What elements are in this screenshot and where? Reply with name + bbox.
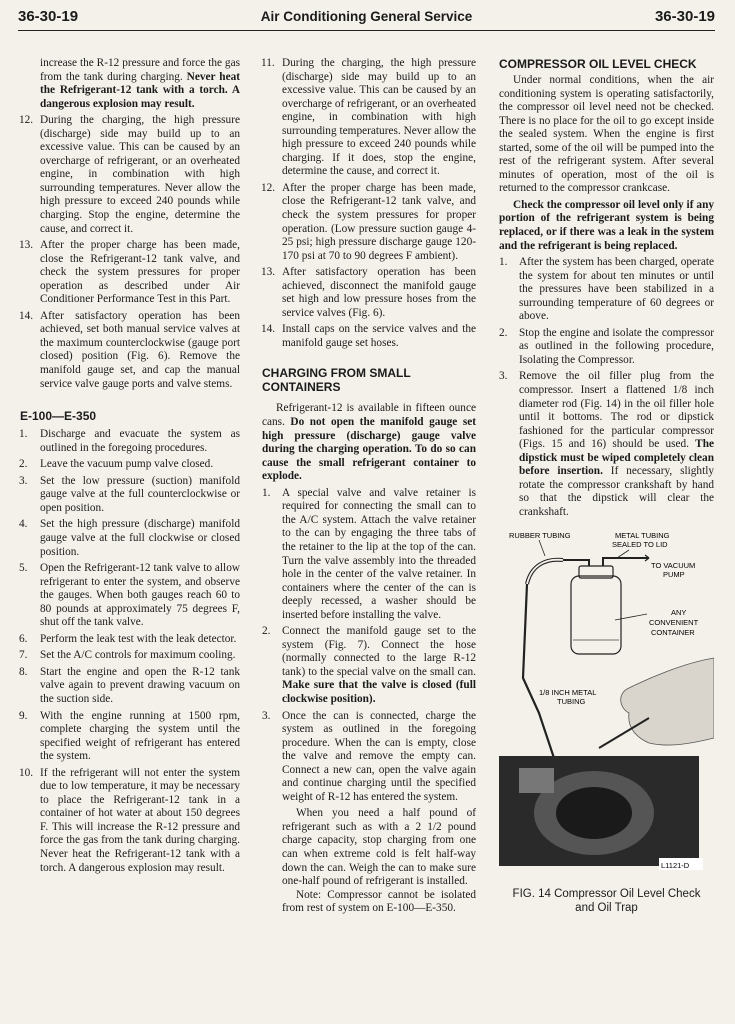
page-title: Air Conditioning General Service [260,9,473,24]
item-text: During the charging, the high pressure (discharge) side may build up to an excessive value. This can be caused by an overcharge of refrigerant, or an overheated engine, in combination with high surrounding temperatures. Never allow the high pressure to exceed 240 pounds while charging. If it does, stop the engine, determine the cause, and correct it. [282,57,476,178]
item-text: Stop the engine and isolate the compressor as outlined in the following procedure, Isolating the Compressor. [519,326,714,366]
label-any: ANY [671,607,687,617]
label-convenient: CONVENIENT [649,617,699,627]
item-text: Discharge and evacuate the system as outlined in the foregoing procedures. [40,428,240,454]
label-rod-tubing: TUBING [557,696,586,706]
list-item [262,57,476,179]
leader-line-container [615,614,647,620]
item-number: 3. [19,474,28,487]
list-item [499,327,714,368]
item-text: If the refrigerant will not enter the system due to low temperature, it may be necessary to place the Refrigerant-12 tank in a container of hot water at about 150 degrees F. This will increase the R-12 pressure and force the gas from the tank during charging. Never heat the Refrigerant-12 tank with a torch. A dangerous explosion may result. [40,766,240,874]
item-number: 2. [499,326,508,339]
leader-line-rubber [539,540,545,556]
list-item [20,475,240,516]
column-middle [262,57,476,916]
item-number: 13. [19,239,34,252]
oil-check-steps [499,256,714,519]
section-heading-e100: E-100—E-350 [20,409,97,424]
label-metal-tubing: METAL TUBING [615,530,670,540]
list-item [20,428,240,455]
item-text: Leave the vacuum pump valve closed. [40,458,214,471]
item-text: With the engine running at 1500 rpm, complete charging the system until the specified weight of refrigerant has entered the system. [40,709,240,763]
compressor-fitting [519,768,554,793]
continued-text: increase the R-12 pressure and force the gas from the tank during charging. [40,57,240,83]
label-rod: 1/8 INCH METAL [539,687,597,697]
list-item [262,625,476,706]
item-text: Connect the manifold gauge set to the system (Fig. 7). Connect the hose (normally connected to the large R-12 tank) to the special valve on the small can. [282,625,476,678]
caption-line-2: and Oil Trap [575,901,638,914]
item-number: 2. [262,625,271,638]
page-number-right: 36-30-19 [654,8,715,25]
list-item [20,666,240,707]
isolation-note: Note: Compressor cannot be isolated from rest of system on E-100—E-350. [282,888,476,915]
list-item [20,562,240,630]
list-item [262,487,476,622]
list-item [262,182,476,263]
list-item [262,710,476,805]
item-text: Set the high pressure (discharge) manifold gauge valve at the full clockwise or closed position. [40,518,240,558]
small-containers-intro [262,402,476,483]
item-number: 12. [261,181,276,194]
caption-line-1: FIG. 14 Compressor Oil Level Check [512,887,701,900]
warning-text: Never heat the Refrigerant-12 tank with a torch. A dangerous explosion may result. [40,70,240,110]
page-number-left: 36-30-19 [18,8,79,25]
item-text: Set the A/C controls for maximum cooling. [40,649,236,662]
item-number: 13. [261,266,276,279]
page-header [18,8,715,31]
charging-steps-list [262,57,476,350]
list-item [20,114,240,236]
item-number: 6. [19,632,28,645]
figure-caption [499,887,714,915]
list-item [20,458,240,472]
item-number: 9. [19,709,28,722]
half-pound-paragraph: When you need a half pound of refrigerant such as with a 2 1/2 pound charge capacity, stop charging from one can when extreme cold is felt half-way down the can. Weigh the can to make sure one-half pound of refrigerant is installed. [282,807,476,888]
item-number: 3. [499,370,508,383]
item-number: 8. [19,665,28,678]
warning-text: Do not open the manifold gauge set high pressure (discharge) gauge valve during the charging operation. To do so can cause the small refrigerant container to explode. [262,416,476,483]
outlet-tube [603,558,649,566]
item-number: 4. [19,518,28,531]
item-number: 14. [261,323,276,336]
item-text: Remove the oil filler plug from the compressor. Insert a flattened 1/8 inch diameter rod (Fig. 14) in the oil filler hole until it bottoms. The rod or dipstick fashioned for the particular compressor (Figs. 15 and 16) should be used. [519,370,714,451]
item-text: After satisfactory operation has been achieved, disconnect the manifold gauge set high and low pressure hoses from the service valves (Fig. 6). [282,266,476,319]
warning-text: Check the compressor oil level only if any portion of the refrigerant system is being replaced, or if there was a leak in the system and the refrigerant is being replaced. [499,198,714,252]
item-text: After satisfactory operation has been achieved, set both manual service valves at the maximum counterclockwise (gauge port closed) position (Fig. 6). Remove the manifold gauge set, and cap the manual service valve gauge ports and valve stems. [40,309,240,390]
warning-text: The dipstick must be wiped completely clean before insertion. [519,438,714,478]
continued-paragraph [20,57,240,111]
list-item [499,370,714,519]
item-number: 14. [19,309,34,322]
item-number: 5. [19,562,28,575]
item-number: 7. [19,649,28,662]
list-item [20,767,240,875]
item-text: After the proper charge has been made, close the Refrigerant-12 tank valve, and check the system pressures for proper operation as described under Air Conditioner Performance Test in this Part. [40,239,240,306]
item-text: Start the engine and open the R-12 tank valve again to prevent drawing vacuum on the suction side. [40,665,240,705]
item-text: After the proper charge has been made, close the Refrigerant-12 tank valve, and check the system pressures for proper operation. (Low pressure suction gauge 4-25 psi; high pressure discharge gauge 120-170 psi at 70 to 90 degrees F ambient). [282,181,476,262]
item-text: A special valve and valve retainer is required for connecting the small can to the A/C system. Attach the valve retainer to the can by engaging the three tabs of the retainer to the lip at the top of the can. Turn the valve assembly into the threaded hole in the center of the valve retainer. In containers where the center of the can is deeply recessed, a washer should be inserted before installing the valve. [282,486,476,621]
item-number: 11. [261,57,275,69]
label-to-vacuum: TO VACUUM [651,560,696,570]
list-item [20,310,240,391]
label-pump: PUMP [663,569,685,579]
item-number: 3. [262,709,271,722]
column-right [499,57,714,915]
item-number: 1. [499,256,508,269]
column-left [20,57,240,878]
label-rubber-tubing: RUBBER TUBING [509,530,571,540]
compressor-bore [556,787,632,839]
item-text: Perform the leak test with the leak detector. [40,632,237,645]
section-heading-oil-level: COMPRESSOR OIL LEVEL CHECK [499,57,697,71]
figure-14 [499,528,714,883]
leader-line-metal [617,550,629,558]
label-container: CONTAINER [651,627,695,637]
item-number: 12. [19,114,34,127]
warning-text: Make sure that the valve is closed (full clockwise position). [282,679,476,705]
list-item [20,518,240,559]
item-text: Once the can is connected, charge the system as outlined in the foregoing procedure. When the can is empty, close the valve and remove the empty can. Connect a new can, open the valve again and continue charging until the specified weight of R-12 has entered the system. [282,709,476,803]
hand-illustration [621,658,714,745]
e100-steps-list [20,428,240,875]
list-item [20,633,240,647]
list-item [499,256,714,324]
figure-id: L1121-D [661,860,690,870]
oil-trap-illustration [499,528,714,883]
small-containers-steps [262,487,476,805]
item-number: 10. [19,766,34,779]
metal-rod [523,584,554,758]
list-item [262,266,476,320]
item-text: Install caps on the service valves and the manifold gauge set hoses. [282,323,476,349]
oil-level-intro: Under normal conditions, when the air conditioning system is operating satisfactorily, the compressor oil level need not be checked. There is no place for the oil to go except inside the sealed system. When the engine is first started, some of the oil will be pumped into the rest of the refrigerant system. After several minutes of operation, most of the oil is returned to the compressor crankcase. [499,74,714,195]
item-text: During the charging, the high pressure (discharge) side may build up to an excessive value. This can be caused by an overcharge of refrigerant, or an overheated engine, in combination with high surrounding temperatures. Never allow the high pressure to exceed 240 pounds while charging. Stop the engine, determine the cause, and correct it. [40,114,240,235]
list-item [262,323,476,350]
continued-list [20,114,240,391]
item-text: Set the low pressure (suction) manifold gauge valve at the full counterclockwise or open position. [40,474,240,514]
container-jar [571,576,621,654]
list-item [20,649,240,663]
list-item [20,239,240,307]
inlet-tube [563,560,589,566]
item-text: After the system has been charged, operate the system for about ten minutes or until the pressures have been stabilized in a surrounding temperature of 60 degrees or above. [519,256,714,323]
section-heading-small-containers: CHARGING FROM SMALL CONTAINERS [262,366,411,395]
item-number: 1. [19,428,28,441]
item-number: 1. [262,486,271,499]
label-sealed-to-lid: SEALED TO LID [612,539,668,549]
oil-check-warning [499,199,714,253]
item-text-tail: If necessary, slightly rotate the compressor crankshaft by hand so that the dipstick will clear the crankshaft. [519,465,714,518]
list-item [20,710,240,764]
item-number: 2. [19,458,28,471]
item-text: Open the Refrigerant-12 tank valve to allow refrigerant to enter the system, and observe the gauges. When both gauges reach 60 to 80 pounds at approximately 75 degrees F, shut off the tank valve. [40,562,240,629]
intro-text: Refrigerant-12 is available in fifteen ounce cans. [262,402,476,429]
